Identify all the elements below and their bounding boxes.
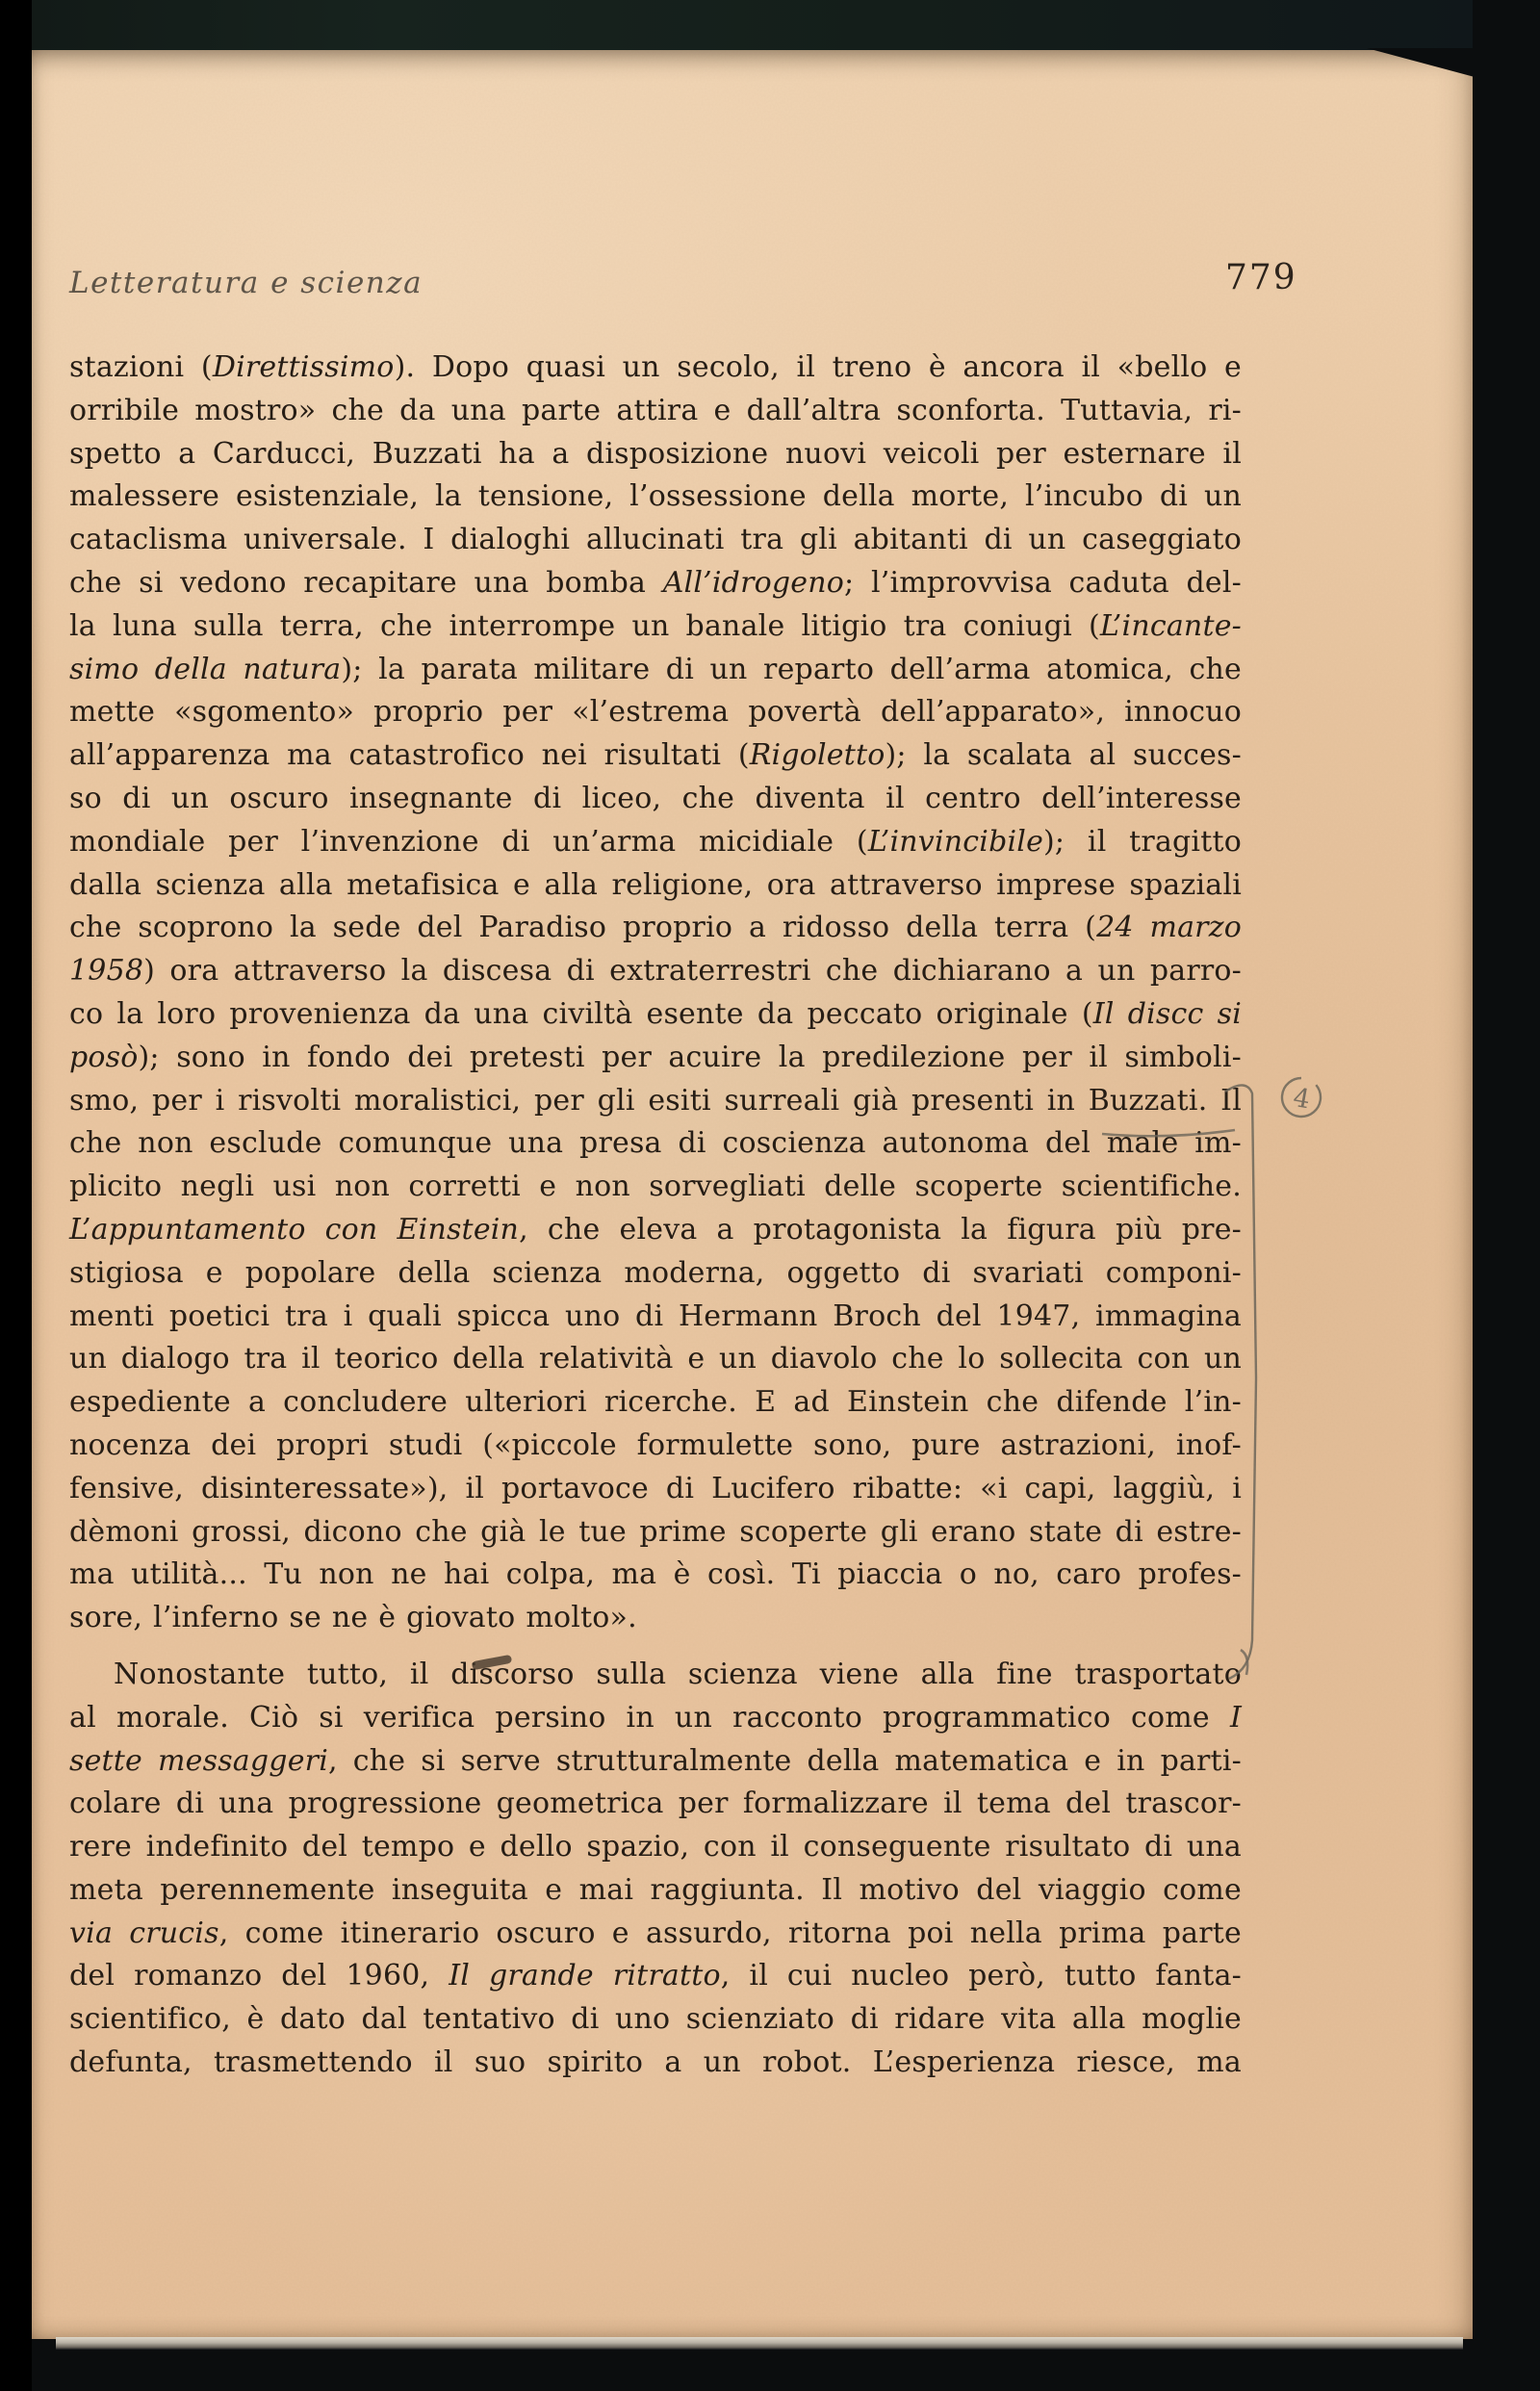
scan-left-border bbox=[0, 0, 32, 2391]
scan-top-strip bbox=[29, 0, 1473, 50]
page-bottom-edge bbox=[56, 2337, 1463, 2350]
paper-grain bbox=[32, 50, 1473, 2339]
book-page bbox=[32, 50, 1473, 2339]
